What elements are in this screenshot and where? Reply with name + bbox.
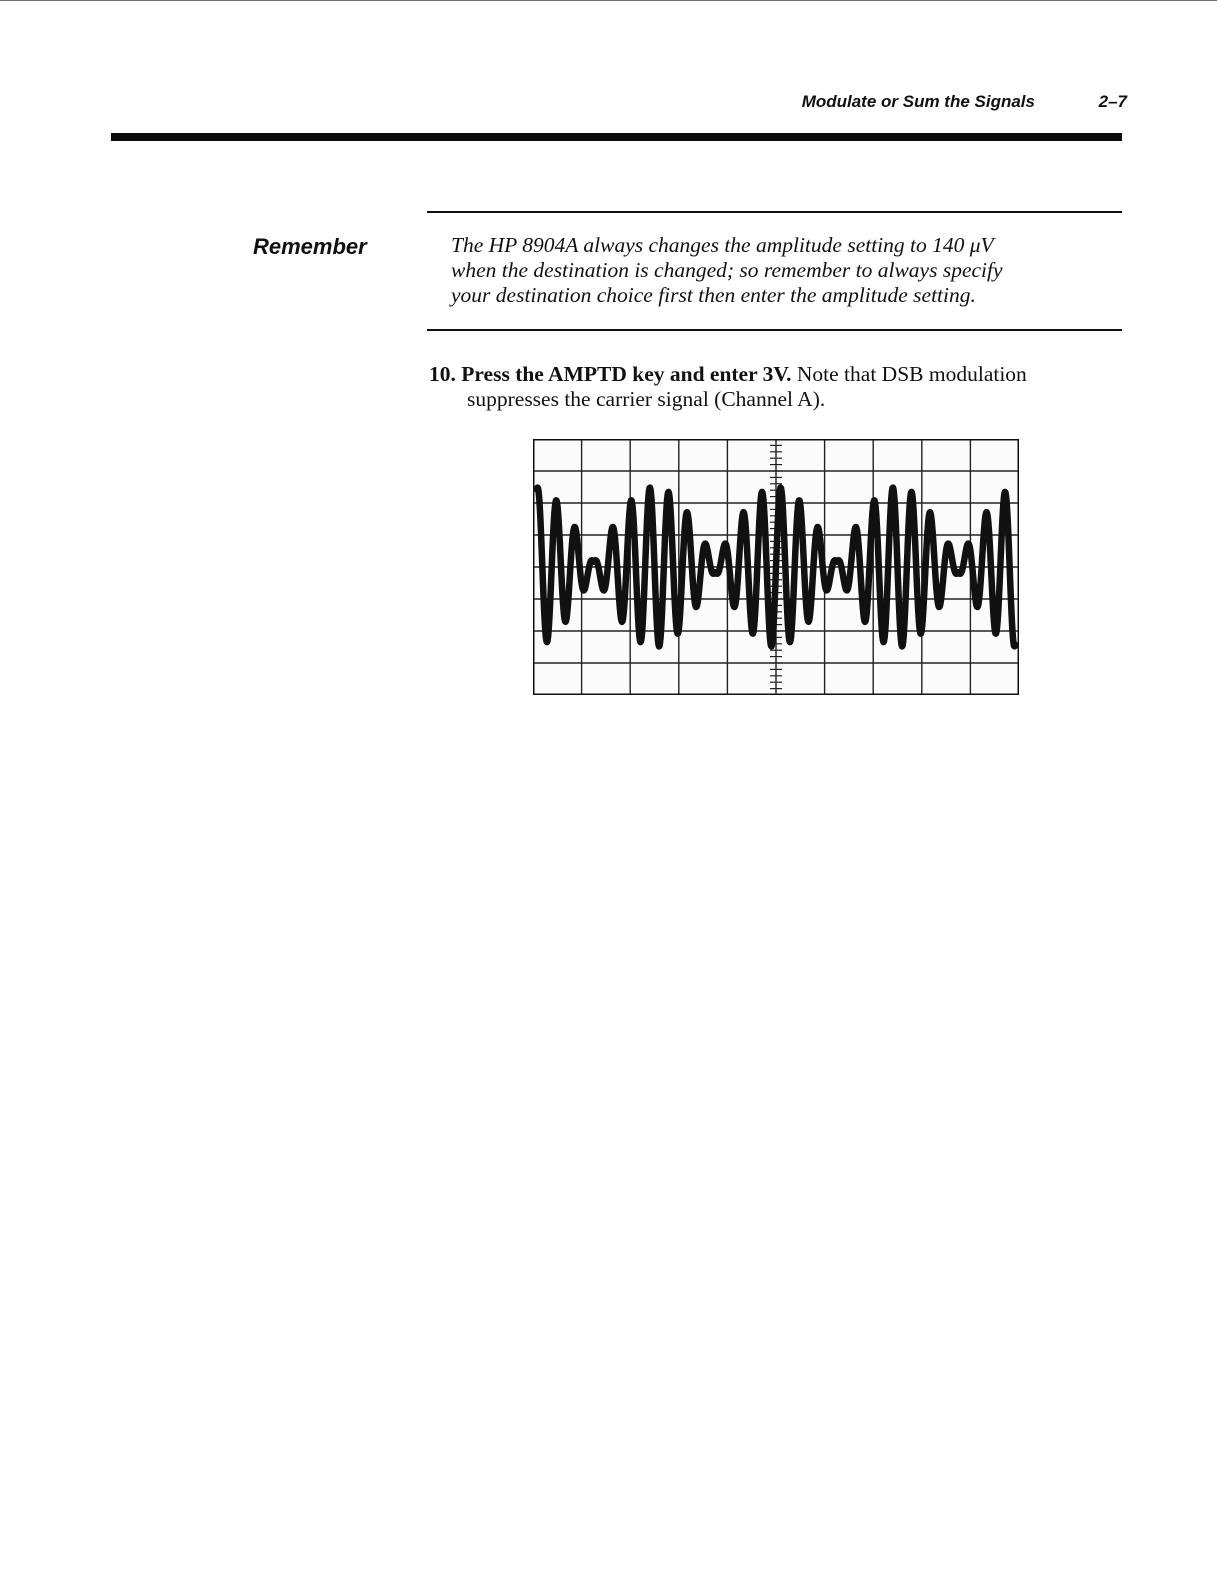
step-instruction: Press the AMPTD key and enter 3V.	[461, 362, 792, 386]
header-rule	[111, 133, 1122, 141]
running-header	[700, 92, 1127, 116]
note-line: your destination choice first then enter the amplitude setting.	[451, 283, 976, 307]
procedure-step	[429, 362, 1129, 412]
step-continuation: suppresses the carrier signal (Channel A).	[467, 387, 826, 411]
note-line: The HP 8904A always changes the amplitude setting to 140 μV	[451, 233, 994, 257]
page-top-edge	[0, 0, 1217, 1]
note-label: Remember	[253, 234, 367, 259]
oscilloscope-display	[533, 439, 1019, 695]
note-line: when the destination is changed; so remember to always specify	[451, 258, 1003, 282]
note-body	[451, 233, 1111, 308]
page-number: 2–7	[1098, 92, 1127, 111]
note-bottom-rule	[427, 329, 1122, 331]
section-title: Modulate or Sum the Signals	[801, 92, 1035, 111]
step-first-line	[429, 362, 1129, 387]
step-note: Note that DSB modulation	[796, 362, 1027, 386]
step-number: 10.	[429, 362, 456, 386]
note-top-rule	[427, 211, 1122, 213]
